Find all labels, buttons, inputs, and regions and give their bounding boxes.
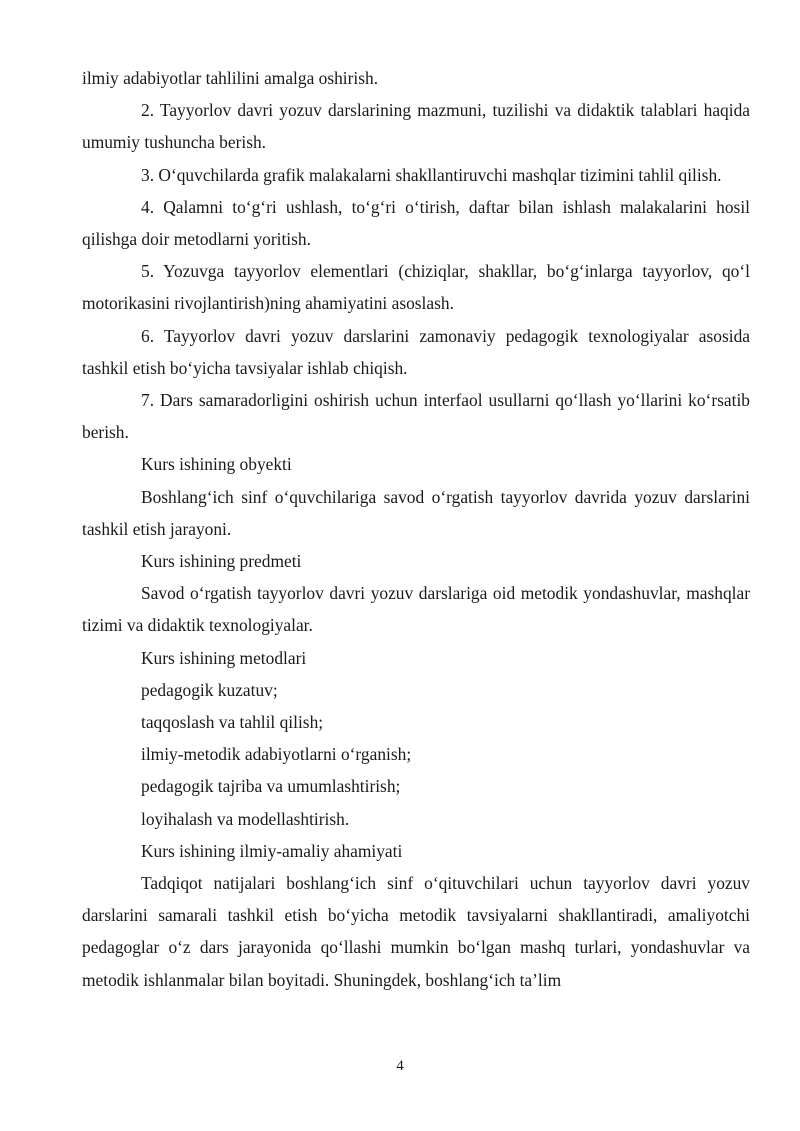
section-heading-object: Kurs ishining obyekti: [141, 454, 292, 475]
task-item-4: 4. Qalamni to‘g‘ri ushlash, to‘g‘ri o‘tirish, daftar bilan ishlash malakalarini hosil qilishga doir metodlarni yoritish.: [82, 196, 750, 250]
task-item-7: 7. Dars samaradorligini oshirish uchun interfaol usullarni qo‘llash yo‘llarini ko‘rsatib berish.: [82, 390, 750, 443]
method-item: loyihalash va modellashtirish.: [141, 808, 350, 829]
significance-paragraph: Tadqiqot natijalari boshlang‘ich sinf o‘qituvchilari uchun tayyorlov davri yozuv darslarini samarali tashkil etish bo‘yicha metodik tavsiyalarni shakllantiradi, amaliyotchi pedagoglar o‘z dars jarayonida qo‘llashi mumkin bo‘lgan mashq turlari, yondashuvlar va metodik ishlanmalar bilan boyitadi. Shuningdek, boshlang‘ich ta’lim: [82, 873, 750, 990]
method-item: pedagogik tajriba va umumlashtirish;: [141, 776, 401, 797]
paragraph-continuation: ilmiy adabiyotlar tahlilini amalga oshirish.: [82, 68, 379, 88]
task-item-6: 6. Tayyorlov davri yozuv darslarini zamonaviy pedagogik texnologiyalar asosida tashkil etish bo‘yicha tavsiyalar ishlab chiqish.: [82, 325, 750, 378]
method-item: ilmiy-metodik adabiyotlarni o‘rganish;: [141, 744, 412, 765]
document-body: [82, 62, 750, 996]
subject-paragraph: Savod o‘rgatish tayyorlov davri yozuv darslariga oid metodik yondashuvlar, mashqlar tizimi va didaktik texnologiyalar.: [82, 583, 750, 636]
task-item-3: 3. O‘quvchilarda grafik malakalarni shakllantiruvchi mashqlar tizimini tahlil qilish.: [141, 164, 722, 185]
section-heading-subject: Kurs ishining predmeti: [141, 551, 302, 572]
object-paragraph: Boshlang‘ich sinf o‘quvchilariga savod o‘rgatish tayyorlov davrida yozuv darslarini tashkil etish jarayoni.: [82, 486, 750, 539]
section-heading-significance: Kurs ishining ilmiy-amaliy ahamiyati: [141, 840, 403, 861]
method-item: pedagogik kuzatuv;: [141, 679, 278, 700]
method-item: taqqoslash va tahlil qilish;: [141, 712, 324, 733]
task-item-5: 5. Yozuvga tayyorlov elementlari (chiziqlar, shakllar, bo‘g‘inlarga tayyorlov, qo‘l motorikasini rivojlantirish)ning ahamiyatini asoslash.: [82, 261, 750, 314]
page-number: 4: [396, 1058, 404, 1074]
task-item-2: 2. Tayyorlov davri yozuv darslarining mazmuni, tuzilishi va didaktik talablari haqida umumiy tushuncha berish.: [82, 100, 750, 153]
section-heading-methods: Kurs ishining metodlari: [141, 647, 307, 668]
